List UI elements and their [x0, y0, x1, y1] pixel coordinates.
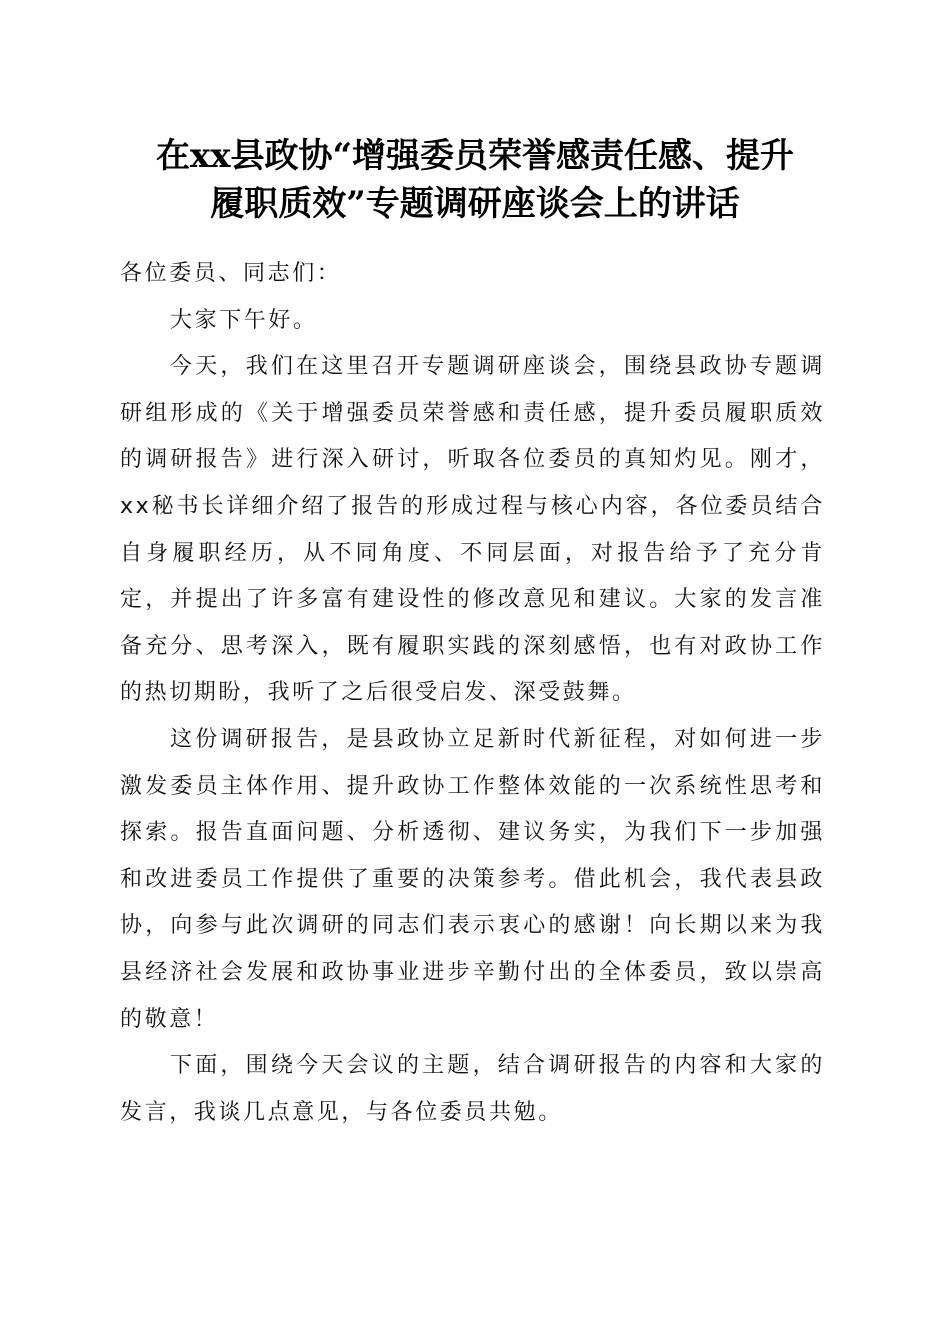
page-title	[100, 132, 850, 228]
title-line-2: 履职质效”专题调研座谈会上的讲话	[210, 184, 740, 224]
paragraph-intro: 今天，我们在这里召开专题调研座谈会，围绕县政协专题调研组形成的《关于增强委员荣誉感和责任感，提升委员履职质效的调研报告》进行深入研讨，听取各位委员的真知灼见。刚才，xx秘书长详细介绍了报告的形成过程与核心内容，各位委员结合自身履职经历，从不同角度、不同层面，对报告给予了充分肯定，并提出了许多富有建设性的修改意见和建议。大家的发言准备充分、思考深入，既有履职实践的深刻感悟，也有对政协工作的热切期盼，我听了之后很受启发、深受鼓舞。	[120, 354, 825, 706]
paragraph-report: 这份调研报告，是县政协立足新时代新征程，对如何进一步激发委员主体作用、提升政协工作整体效能的一次系统性思考和探索。报告直面问题、分析透彻、建议务实，为我们下一步加强和改进委员工作提供了重要的决策参考。借此机会，我代表县政协，向参与此次调研的同志们表示衷心的感谢！向长期以来为我县经济社会发展和政协事业进步辛勤付出的全体委员，致以崇高的敬意！	[120, 726, 825, 1032]
paragraph-greeting: 大家下午好。	[170, 307, 318, 333]
title-line-1: 在xx县政协“增强委员荣誉感责任感、提升	[155, 136, 795, 176]
salutation: 各位委员、同志们：	[120, 261, 342, 286]
document-body	[120, 251, 825, 1136]
paragraph-transition: 下面，围绕今天会议的主题，结合调研报告的内容和大家的发言，我谈几点意见，与各位委员共勉。	[120, 1053, 825, 1125]
